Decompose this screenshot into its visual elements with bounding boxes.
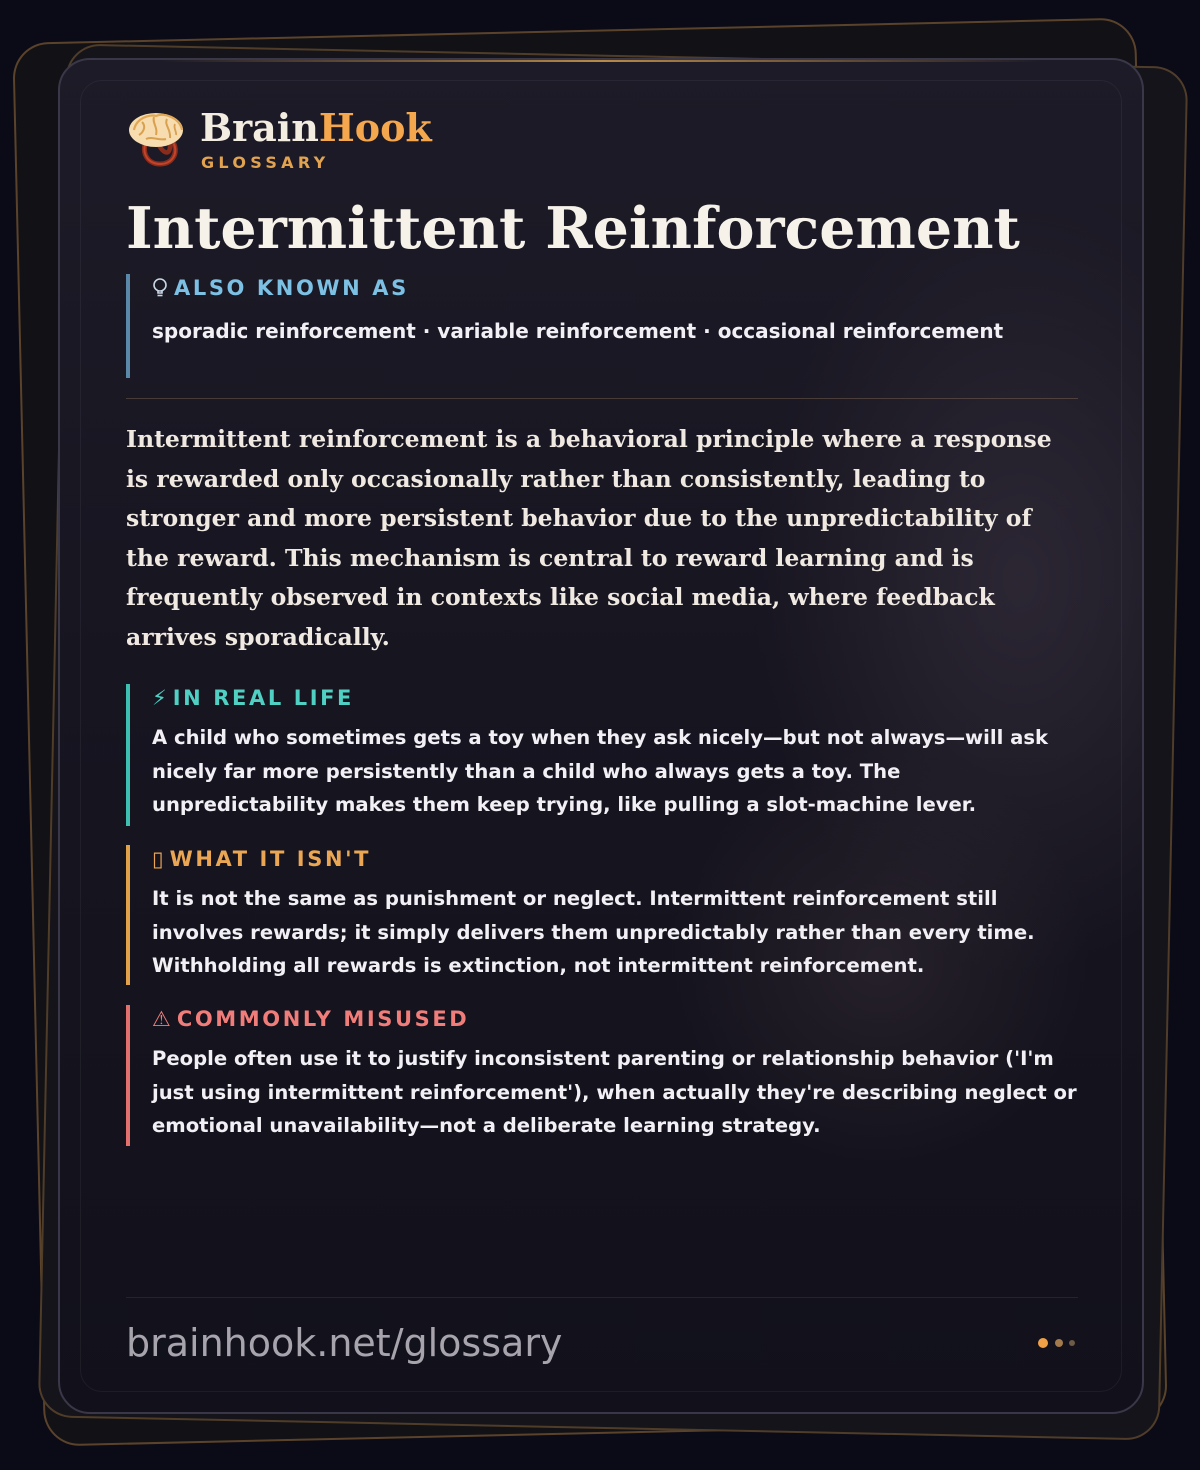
commonly-misused-heading-row bbox=[152, 1006, 1078, 1032]
brand-name-part1: Brain bbox=[200, 105, 319, 150]
what-it-isnt-heading-row bbox=[152, 846, 1078, 872]
also-known-as-heading: ALSO KNOWN AS bbox=[174, 276, 409, 300]
brain-hook-icon bbox=[126, 108, 186, 168]
real-life-section bbox=[126, 684, 1078, 826]
real-life-heading-row bbox=[152, 685, 1078, 711]
footer-url[interactable]: brainhook.net/glossary bbox=[126, 1321, 563, 1365]
term-title: Intermittent Reinforcement bbox=[126, 195, 1020, 262]
real-life-body: A child who sometimes gets a toy when they ask nicely—but not always—will ask nicely far more persistently than a child who always gets a toy. The unpredictability makes them keep trying, like pulling a slot-machine lever. bbox=[152, 726, 1049, 817]
brand-name-part2: Hook bbox=[318, 105, 432, 150]
commonly-misused-section bbox=[126, 1005, 1078, 1146]
page-dot bbox=[1069, 1340, 1075, 1346]
commonly-misused-body: People often use it to justify inconsistent parenting or relationship behavior ('I'm just using intermittent reinforcement'), when actually they're describing neglect or emotional unavailability—not a deliberate learning strategy. bbox=[152, 1047, 1077, 1138]
brand-subtitle: GLOSSARY bbox=[201, 153, 330, 172]
divider bbox=[126, 398, 1078, 399]
brand-name bbox=[200, 106, 432, 150]
glossary-card bbox=[58, 58, 1144, 1414]
definition-text: Intermittent reinforcement is a behavioral principle where a response is rewarded only occasionally rather than consistently, leading to stronger and more persistent behavior due to the unpredictability of the reward. This mechanism is central to reward learning and is frequently observed in contexts like social media, where feedback arrives sporadically. bbox=[126, 425, 1052, 651]
what-it-isnt-section bbox=[126, 845, 1078, 985]
real-life-heading: IN REAL LIFE bbox=[172, 686, 354, 710]
also-known-as-section bbox=[126, 274, 1078, 378]
what-it-isnt-heading: WHAT IT ISN'T bbox=[169, 847, 372, 871]
page-dots bbox=[1038, 1338, 1078, 1350]
what-it-isnt-body: It is not the same as punishment or neglect. Intermittent reinforcement still involves rewards; it simply delivers them unpredictably rather than every time. Withholding all rewards is extinction, not intermittent reinforcement. bbox=[152, 887, 1035, 978]
also-known-as-heading-row bbox=[152, 275, 1078, 301]
page-dot bbox=[1055, 1339, 1063, 1347]
warning-icon: ⚠ bbox=[152, 1007, 171, 1031]
lightning-icon: ⚡ bbox=[152, 686, 167, 710]
footer-divider bbox=[126, 1297, 1078, 1298]
missing-glyph-icon: ▯ bbox=[152, 847, 164, 871]
card-content bbox=[126, 60, 1078, 1412]
brand-header bbox=[126, 104, 546, 176]
lightbulb-icon bbox=[152, 275, 168, 301]
also-known-as-body: sporadic reinforcement · variable reinforcement · occasional reinforcement bbox=[152, 319, 1004, 343]
page-dot-active bbox=[1038, 1338, 1048, 1348]
commonly-misused-heading: COMMONLY MISUSED bbox=[176, 1007, 470, 1031]
